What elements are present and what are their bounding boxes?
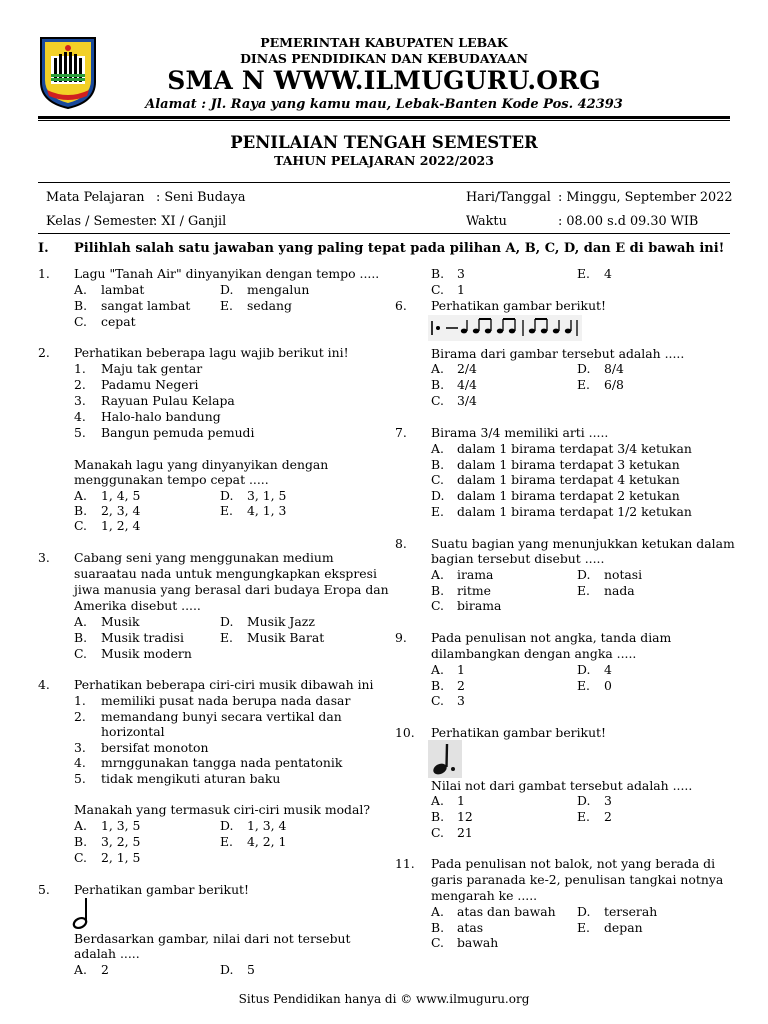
- question-text: Perhatikan gambar berikut!: [431, 298, 607, 313]
- option-letter: C.: [431, 693, 444, 708]
- option-text: bawah: [457, 935, 499, 950]
- question-number: 4.: [38, 677, 50, 692]
- option-text: 21: [457, 825, 473, 840]
- option-letter: A.: [74, 282, 87, 297]
- option-letter: C.: [431, 935, 444, 950]
- option-letter: E.: [220, 630, 233, 645]
- option-text: Musik tradisi: [101, 630, 184, 645]
- list-item: mrnggunakan tangga nada pentatonik: [101, 755, 343, 770]
- list-number: 2.: [74, 377, 86, 392]
- day-value: : Minggu, September 2022: [558, 190, 733, 205]
- option-letter: D.: [577, 567, 591, 582]
- option-text: 5: [247, 962, 255, 977]
- option-text: mengalun: [247, 282, 310, 297]
- option-letter: B.: [431, 457, 445, 472]
- list-number: 5.: [74, 425, 86, 440]
- option-text: 2: [604, 809, 612, 824]
- question-text: bagian tersebut disebut .....: [431, 551, 605, 566]
- option-letter: B.: [74, 630, 88, 645]
- option-text: 8/4: [604, 361, 624, 376]
- list-item: Maju tak gentar: [101, 361, 203, 376]
- option-letter: D.: [220, 282, 234, 297]
- question-text: garis paranada ke-2, penulisan tangkai notnya: [431, 872, 724, 887]
- option-text: Musik: [101, 614, 140, 629]
- option-text: 6/8: [604, 377, 624, 392]
- question-text: menggunakan tempo cepat .....: [74, 472, 269, 487]
- option-text: 1, 2, 4: [101, 518, 141, 533]
- option-text: 1, 3, 5: [101, 818, 141, 833]
- option-letter: B.: [431, 266, 445, 281]
- option-letter: A.: [74, 962, 87, 977]
- time-label: Waktu: [466, 214, 507, 229]
- option-letter: B.: [431, 583, 445, 598]
- option-letter: C.: [431, 825, 444, 840]
- dept-line: DINAS PENDIDIKAN DAN KEBUDAYAAN: [240, 51, 528, 66]
- option-text: dalam 1 birama terdapat 3/4 ketukan: [457, 441, 692, 456]
- option-letter: A.: [431, 441, 444, 456]
- list-item: memiliki pusat nada berupa nada dasar: [101, 693, 351, 708]
- option-text: 2, 1, 5: [101, 850, 141, 865]
- quarter-note-image: [428, 740, 462, 778]
- list-item: Padamu Negeri: [101, 377, 199, 392]
- section-instruction: Pilihlah salah satu jawaban yang paling tepat pada pilihan A, B, C, D, dan E di bawah ini!: [74, 241, 725, 256]
- option-letter: C.: [431, 598, 444, 613]
- subject-label: Mata Pelajaran: [46, 190, 145, 205]
- option-text: 2: [101, 962, 109, 977]
- section-number: I.: [38, 241, 49, 256]
- option-text: 4: [604, 266, 612, 281]
- option-text: 2: [457, 678, 465, 693]
- option-letter: D.: [577, 662, 591, 677]
- day-label: Hari/Tanggal: [466, 190, 551, 205]
- option-text: 3: [604, 793, 612, 808]
- option-letter: D.: [220, 614, 234, 629]
- option-letter: E.: [220, 834, 233, 849]
- list-item: tidak mengikuti aturan baku: [101, 771, 281, 786]
- list-number: 2.: [74, 709, 86, 724]
- option-text: dalam 1 birama terdapat 4 ketukan: [457, 472, 680, 487]
- option-text: irama: [457, 567, 494, 582]
- option-text: Musik Jazz: [247, 614, 315, 629]
- option-text: 4: [604, 662, 612, 677]
- list-item: Bangun pemuda pemudi: [101, 425, 255, 440]
- option-letter: E.: [577, 583, 590, 598]
- question-text: Perhatikan beberapa ciri-ciri musik dibawah ini: [74, 677, 374, 692]
- list-number: 3.: [74, 740, 86, 755]
- option-letter: E.: [431, 504, 444, 519]
- option-text: birama: [457, 598, 502, 613]
- header-divider-thin: [38, 120, 730, 121]
- question-text: dilambangkan dengan angka .....: [431, 646, 637, 661]
- option-letter: D.: [577, 793, 591, 808]
- govt-line: PEMERINTAH KABUPATEN LEBAK: [260, 35, 508, 50]
- option-letter: B.: [431, 809, 445, 824]
- option-text: 1: [457, 662, 465, 677]
- option-letter: A.: [74, 818, 87, 833]
- option-text: 3/4: [457, 393, 477, 408]
- option-letter: C.: [74, 850, 87, 865]
- half-note-image: [72, 896, 94, 930]
- question-number: 5.: [38, 882, 50, 897]
- question-text: Birama dari gambar tersebut adalah .....: [431, 346, 685, 361]
- time-value: : 08.00 s.d 09.30 WIB: [558, 214, 699, 229]
- option-letter: E.: [577, 377, 590, 392]
- option-text: atas dan bawah: [457, 904, 556, 919]
- option-text: 0: [604, 678, 612, 693]
- option-text: Musik Barat: [247, 630, 325, 645]
- option-letter: E.: [577, 266, 590, 281]
- option-letter: C.: [74, 314, 87, 329]
- question-text: adalah .....: [74, 946, 140, 961]
- list-number: 5.: [74, 771, 86, 786]
- option-letter: E.: [577, 678, 590, 693]
- question-text: suaraatau nada untuk mengungkapkan ekspresi: [74, 566, 377, 581]
- option-text: lambat: [101, 282, 145, 297]
- option-text: ritme: [457, 583, 491, 598]
- option-letter: E.: [220, 503, 233, 518]
- option-text: 1, 4, 5: [101, 488, 141, 503]
- question-text: Pada penulisan not angka, tanda diam: [431, 630, 672, 645]
- option-letter: D.: [220, 818, 234, 833]
- question-text: Lagu "Tanah Air" dinyanyikan dengan tempo .....: [74, 266, 380, 281]
- question-number: 3.: [38, 550, 50, 565]
- question-number: 10.: [395, 725, 415, 740]
- option-text: dalam 1 birama terdapat 1/2 ketukan: [457, 504, 692, 519]
- option-letter: C.: [74, 518, 87, 533]
- question-number: 1.: [38, 266, 50, 281]
- subject-value: : Seni Budaya: [156, 190, 246, 205]
- question-text: Manakah yang termasuk ciri-ciri musik modal?: [74, 802, 370, 817]
- option-letter: E.: [577, 920, 590, 935]
- question-text: mengarah ke .....: [431, 888, 538, 903]
- list-item: Halo-halo bandung: [101, 409, 221, 424]
- question-text: Perhatikan gambar berikut!: [431, 725, 607, 740]
- option-letter: A.: [431, 793, 444, 808]
- exam-year: TAHUN PELAJARAN 2022/2023: [274, 153, 494, 168]
- option-text: 1, 3, 4: [247, 818, 287, 833]
- question-number: 8.: [395, 536, 407, 551]
- question-number: 9.: [395, 630, 407, 645]
- option-letter: C.: [431, 393, 444, 408]
- option-letter: A.: [74, 614, 87, 629]
- option-text: terserah: [604, 904, 658, 919]
- question-text: Amerika disebut .....: [74, 598, 201, 613]
- list-item: memandang bunyi secara vertikal dan: [101, 709, 342, 724]
- option-letter: B.: [74, 834, 88, 849]
- option-text: dalam 1 birama terdapat 2 ketukan: [457, 488, 680, 503]
- question-number: 2.: [38, 345, 50, 360]
- option-text: 2, 3, 4: [101, 503, 141, 518]
- list-number: 3.: [74, 393, 86, 408]
- option-letter: A.: [431, 361, 444, 376]
- option-letter: A.: [431, 662, 444, 677]
- school-address: Alamat : Jl. Raya yang kamu mau, Lebak-Banten Kode Pos. 42393: [145, 97, 623, 112]
- option-letter: C.: [431, 472, 444, 487]
- option-text: 1: [457, 793, 465, 808]
- option-letter: E.: [577, 809, 590, 824]
- footer-text: Situs Pendidikan hanya di © www.ilmuguru.org: [238, 992, 530, 1006]
- rhythm-notation-image: [428, 315, 582, 341]
- list-number: 4.: [74, 409, 86, 424]
- question-text: Nilai not dari gambat tersebut adalah .....: [431, 778, 693, 793]
- question-text: Birama 3/4 memiliki arti .....: [431, 425, 609, 440]
- question-number: 7.: [395, 425, 407, 440]
- option-text: sedang: [247, 298, 292, 313]
- option-letter: D.: [577, 361, 591, 376]
- option-letter: B.: [431, 920, 445, 935]
- question-text: jiwa manusia yang berasal dari budaya Eropa dan: [74, 582, 389, 597]
- list-item: Rayuan Pulau Kelapa: [101, 393, 235, 408]
- option-text: notasi: [604, 567, 643, 582]
- option-text: nada: [604, 583, 635, 598]
- option-letter: B.: [74, 298, 88, 313]
- list-number: 1.: [74, 693, 86, 708]
- option-letter: A.: [431, 904, 444, 919]
- option-text: 4/4: [457, 377, 477, 392]
- question-text: Berdasarkan gambar, nilai dari not tersebut: [74, 931, 351, 946]
- option-text: 3, 1, 5: [247, 488, 287, 503]
- option-letter: B.: [431, 678, 445, 693]
- option-text: 12: [457, 809, 473, 824]
- option-text: 3: [457, 266, 465, 281]
- option-letter: D.: [431, 488, 445, 503]
- option-text: 4, 2, 1: [247, 834, 287, 849]
- info-top-rule: [38, 182, 730, 183]
- class-label: Kelas / Semester: [46, 214, 155, 229]
- exam-title: PENILAIAN TENGAH SEMESTER: [230, 133, 538, 152]
- list-item: horizontal: [101, 724, 165, 739]
- option-text: sangat lambat: [101, 298, 191, 313]
- header-divider: [38, 116, 730, 119]
- option-letter: D.: [220, 488, 234, 503]
- question-text: Perhatikan gambar berikut!: [74, 882, 250, 897]
- option-letter: D.: [220, 962, 234, 977]
- option-letter: A.: [74, 488, 87, 503]
- list-item: bersifat monoton: [101, 740, 209, 755]
- question-text: Suatu bagian yang menunjukkan ketukan dalam: [431, 536, 735, 551]
- option-text: depan: [604, 920, 643, 935]
- option-letter: A.: [431, 567, 444, 582]
- option-text: 4, 1, 3: [247, 503, 287, 518]
- option-letter: C.: [74, 646, 87, 661]
- option-letter: C.: [431, 282, 444, 297]
- question-number: 6.: [395, 298, 407, 313]
- school-name: SMA N WWW.ILMUGURU.ORG: [167, 66, 601, 95]
- option-letter: B.: [431, 377, 445, 392]
- list-number: 1.: [74, 361, 86, 376]
- question-number: 11.: [395, 856, 415, 871]
- question-text: Pada penulisan not balok, not yang berada di: [431, 856, 716, 871]
- option-letter: D.: [577, 904, 591, 919]
- option-text: 2/4: [457, 361, 477, 376]
- info-bottom-rule: [38, 233, 730, 234]
- question-text: Cabang seni yang menggunakan medium: [74, 550, 334, 565]
- option-text: 1: [457, 282, 465, 297]
- option-letter: E.: [220, 298, 233, 313]
- option-text: cepat: [101, 314, 136, 329]
- option-text: atas: [457, 920, 484, 935]
- class-value: : XI / Ganjil: [153, 214, 227, 229]
- question-text: Manakah lagu yang dinyanyikan dengan: [74, 457, 329, 472]
- option-text: dalam 1 birama terdapat 3 ketukan: [457, 457, 680, 472]
- option-text: 3, 2, 5: [101, 834, 141, 849]
- option-text: Musik modern: [101, 646, 192, 661]
- option-letter: B.: [74, 503, 88, 518]
- question-text: Perhatikan beberapa lagu wajib berikut ini!: [74, 345, 349, 360]
- list-number: 4.: [74, 755, 86, 770]
- option-text: 3: [457, 693, 465, 708]
